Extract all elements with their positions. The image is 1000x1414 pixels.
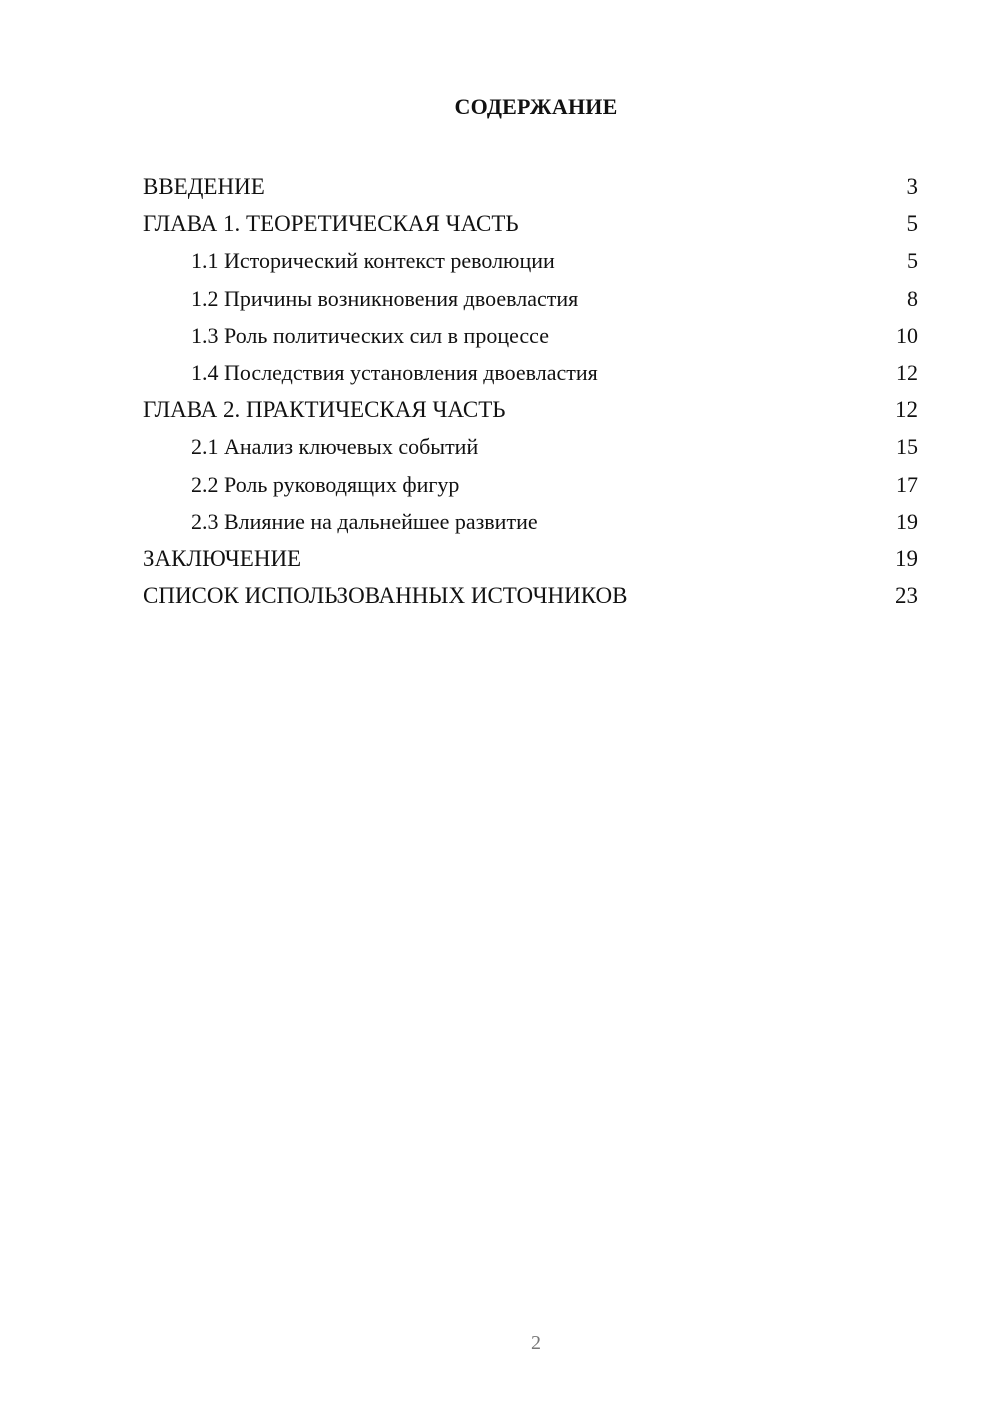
toc-entry-label: ВВЕДЕНИЕ — [143, 174, 265, 199]
toc-entry-label: ГЛАВА 2. ПРАКТИЧЕСКАЯ ЧАСТЬ — [143, 397, 506, 423]
toc-entry[interactable] — [143, 205, 918, 242]
toc-subentry[interactable] — [143, 428, 918, 465]
toc-entry-page: 23 — [895, 583, 918, 609]
toc-entry-page: 3 — [906, 174, 918, 199]
toc-entry-page: 12 — [896, 359, 918, 385]
toc-entry-label: 2.1 Анализ ключевых событий — [191, 434, 479, 460]
page-title: СОДЕРЖАНИЕ — [454, 94, 618, 119]
toc-entry-label: СПИСОК ИСПОЛЬЗОВАННЫХ ИСТОЧНИКОВ — [143, 583, 628, 609]
toc-entry-page: 5 — [906, 211, 918, 237]
toc-entry-page: 12 — [895, 397, 918, 423]
table-of-contents — [143, 168, 918, 614]
page-number: 2 — [531, 1332, 541, 1354]
toc-subentry[interactable] — [143, 280, 918, 317]
toc-entry[interactable] — [143, 540, 918, 577]
toc-entry-label: 1.2 Причины возникновения двоевластия — [191, 285, 579, 311]
toc-subentry[interactable] — [143, 503, 918, 540]
toc-entry-page: 19 — [895, 545, 918, 571]
toc-entry-label: 2.3 Влияние на дальнейшее развитие — [191, 508, 538, 534]
toc-entry-label: 1.4 Последствия установления двоевластия — [191, 359, 598, 385]
toc-subentry[interactable] — [143, 242, 918, 279]
toc-entry-label: 1.3 Роль политических сил в процессе — [191, 322, 549, 348]
toc-entry-page: 19 — [896, 508, 918, 534]
toc-subentry[interactable] — [143, 317, 918, 354]
toc-subentry[interactable] — [143, 354, 918, 391]
toc-entry-label: 1.1 Исторический контекст революции — [191, 248, 555, 274]
toc-entry[interactable] — [143, 168, 918, 205]
toc-entry-page: 5 — [907, 248, 918, 274]
toc-entry-label: ГЛАВА 1. ТЕОРЕТИЧЕСКАЯ ЧАСТЬ — [143, 211, 519, 237]
toc-entry-page: 8 — [907, 285, 918, 311]
toc-entry-page: 15 — [896, 434, 918, 460]
toc-entry-label: 2.2 Роль руководящих фигур — [191, 471, 460, 497]
toc-subentry[interactable] — [143, 466, 918, 503]
toc-entry-page: 17 — [896, 471, 918, 497]
toc-entry[interactable] — [143, 577, 918, 614]
toc-entry-page: 10 — [896, 322, 918, 348]
toc-entry[interactable] — [143, 391, 918, 428]
toc-entry-label: ЗАКЛЮЧЕНИЕ — [143, 545, 302, 571]
